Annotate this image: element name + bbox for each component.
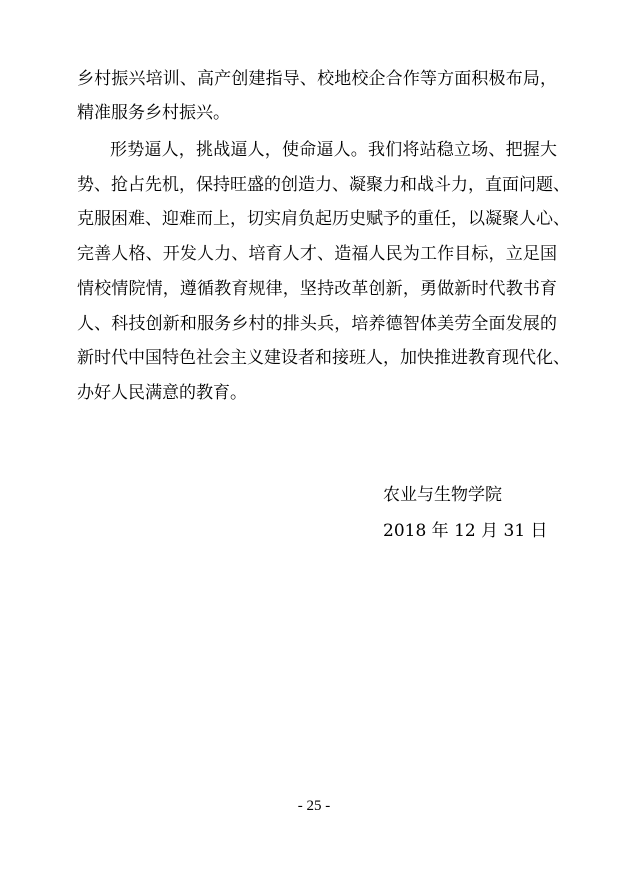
page-number: - 25 - — [297, 798, 331, 814]
paragraph-2-line-2: 势、抢占先机，保持旺盛的创造力、凝聚力和战斗力，直面问题、 — [77, 175, 570, 195]
paragraph-2-line-3: 克服困难、迎难而上，切实肩负起历史赋予的重任，以凝聚人心、 — [77, 209, 570, 229]
paragraph-1-line-1: 乡村振兴培训、高产创建指导、校地校企合作等方面积极布局， — [77, 69, 557, 89]
signature-date: 2018 年 12 月 31 日 — [383, 521, 548, 541]
paragraph-2-line-8: 办好人民满意的教育。 — [77, 383, 247, 403]
paragraph-1-line-2: 精准服务乡村振兴。 — [77, 103, 230, 123]
paragraph-2-line-5: 情校情院情，遵循教育规律，坚持改革创新，勇做新时代教书育 — [77, 279, 557, 299]
paragraph-2-line-1: 形势逼人，挑战逼人，使命逼人。我们将站稳立场、把握大 — [110, 140, 557, 160]
signature-organization: 农业与生物学院 — [383, 485, 502, 505]
paragraph-2-line-6: 人、科技创新和服务乡村的排头兵，培养德智体美劳全面发展的 — [77, 314, 557, 334]
paragraph-2-line-7: 新时代中国特色社会主义建设者和接班人，加快推进教育现代化、 — [77, 348, 570, 368]
paragraph-2-line-4: 完善人格、开发人力、培育人才、造福人民为工作目标，立足国 — [77, 244, 557, 264]
